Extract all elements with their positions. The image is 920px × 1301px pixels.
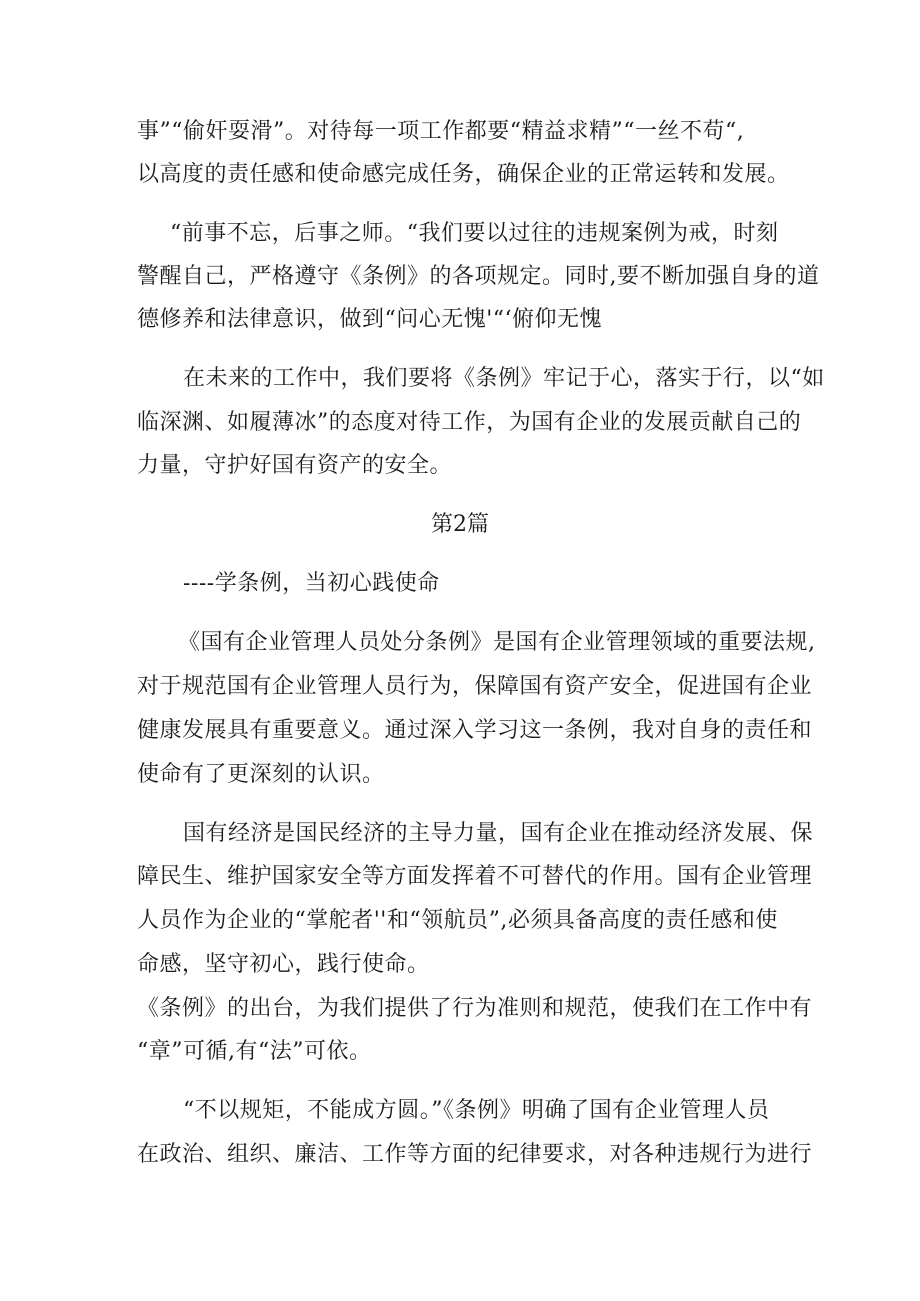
text-line: 德修养和法律意识，做到“问心无愧'“‘俯仰无愧 (137, 307, 603, 332)
text-line: 《条例》的出台，为我们提供了行为准则和规范，使我们在工作中有 (137, 996, 813, 1021)
text-line: “前事不忘，后事之师。“我们要以过往的违规案例为戒，时刻 (170, 221, 779, 246)
text-line: 以高度的责任感和使命感完成任务，确保企业的正常运转和发展。 (137, 162, 790, 187)
text-line: 力量，守护好国有资产的安全。 (137, 453, 453, 478)
text-line: 临深渊、如履薄冰”的态度对待工作，为国有企业的发展贡献自己的 (137, 410, 802, 435)
text-line: 在政治、组织、廉洁、工作等方面的纪律要求，对各种违规行为进行 (137, 1142, 813, 1167)
text-line: 警醒自己，严格遵守《条例》的各项规定。同时,要不断加强自身的道 (137, 264, 820, 289)
text-line: 障民生、维护国家安全等方面发挥着不可替代的作用。国有企业管理 (137, 864, 813, 889)
text-line: 《国有企业管理人员处分条例》是国有企业管理领域的重要法规, (178, 630, 816, 655)
text-line: 命感，坚守初心，践行使命。 (137, 952, 430, 977)
section-heading: 第2篇 (431, 512, 489, 537)
text-line: “章”可循,有“法”可依。 (137, 1039, 372, 1064)
text-line: 事”“偷奸耍滑”。对待每一项工作都要“精益求精”“一丝不苟“, (137, 119, 745, 144)
text-line: 使命有了更深刻的认识。 (137, 762, 385, 787)
subtitle: ----学条例，当初心践使命 (183, 571, 440, 596)
text-line: 对于规范国有企业管理人员行为，保障国有资产安全，促进国有企业 (137, 674, 813, 699)
text-line: 国有经济是国民经济的主导力量，国有企业在推动经济发展、保 (183, 821, 814, 846)
text-line: “不以规矩，不能成方圆。”《条例》明确了国有企业管理人员 (183, 1098, 770, 1123)
text-line: 在未来的工作中，我们要将《条例》牢记于心，落实于行，以“如 (183, 366, 825, 391)
text-line: 人员作为企业的“掌舵者''和“领航员”,必须具备高度的责任感和使 (137, 908, 778, 933)
text-line: 健康发展具有重要意义。通过深入学习这一条例，我对自身的责任和 (137, 718, 813, 743)
